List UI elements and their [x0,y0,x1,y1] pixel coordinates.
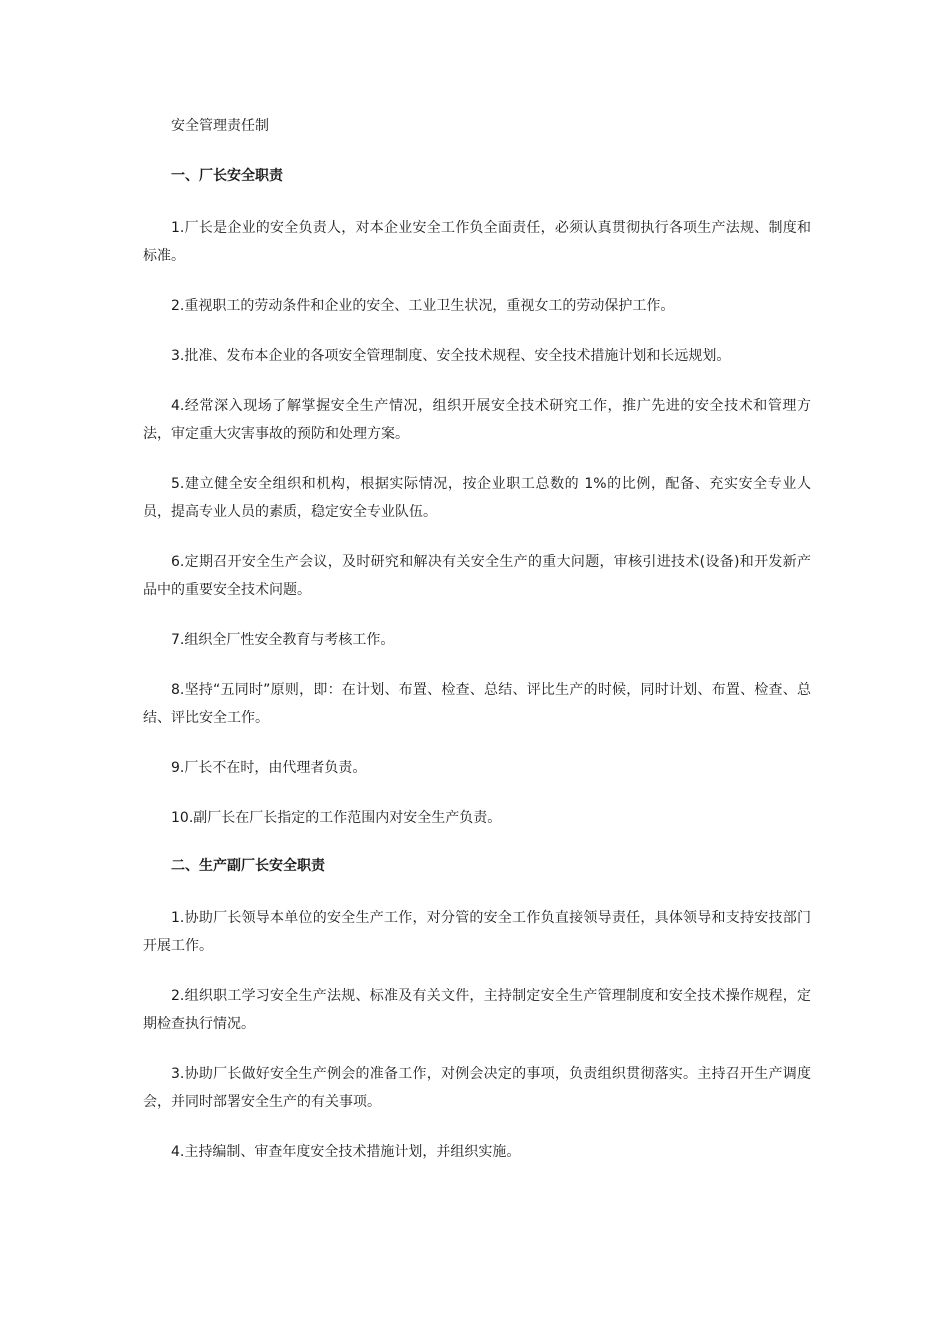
section-heading-director: 一、厂长安全职责 [171,168,283,184]
paragraph: 7.组织全厂性安全教育与考核工作。 [171,632,395,648]
paragraph: 1.协助厂长领导本单位的安全生产工作，对分管的安全工作负直接领导责任，具体领导和支持安技部门开展工作。 [143,910,811,954]
paragraph: 4.主持编制、审查年度安全技术措施计划，并组织实施。 [171,1144,521,1160]
paragraph: 1.厂长是企业的安全负责人，对本企业安全工作负全面责任，必须认真贯彻执行各项生产法规、制度和标准。 [143,220,811,264]
document-body [143,114,811,1188]
paragraph: 3.批准、发布本企业的各项安全管理制度、安全技术规程、安全技术措施计划和长远规划。 [171,348,731,364]
paragraph: 6.定期召开安全生产会议，及时研究和解决有关安全生产的重大问题，审核引进技术(设备)和开发新产品中的重要安全技术问题。 [143,554,811,598]
paragraph: 10.副厂长在厂长指定的工作范围内对安全生产负责。 [171,810,502,826]
paragraph: 2.重视职工的劳动条件和企业的安全、工业卫生状况，重视女工的劳动保护工作。 [171,298,675,314]
document-title: 安全管理责任制 [171,118,269,134]
paragraph: 8.坚持“五同时”原则，即：在计划、布置、检查、总结、评比生产的时候，同时计划、布置、检查、总结、评比安全工作。 [143,682,811,726]
paragraph: 2.组织职工学习安全生产法规、标准及有关文件，主持制定安全生产管理制度和安全技术操作规程，定期检查执行情况。 [143,988,811,1032]
paragraph: 5.建立健全安全组织和机构，根据实际情况，按企业职工总数的 1%的比例，配备、充实安全专业人员，提高专业人员的素质，稳定安全专业队伍。 [143,476,811,520]
paragraph: 3.协助厂长做好安全生产例会的准备工作，对例会决定的事项，负责组织贯彻落实。主持召开生产调度会，并同时部署安全生产的有关事项。 [143,1066,811,1110]
section-heading-deputy-director: 二、生产副厂长安全职责 [171,858,325,874]
paragraph: 9.厂长不在时，由代理者负责。 [171,760,367,776]
paragraph: 4.经常深入现场了解掌握安全生产情况，组织开展安全技术研究工作，推广先进的安全技术和管理方法，审定重大灾害事故的预防和处理方案。 [143,398,811,442]
